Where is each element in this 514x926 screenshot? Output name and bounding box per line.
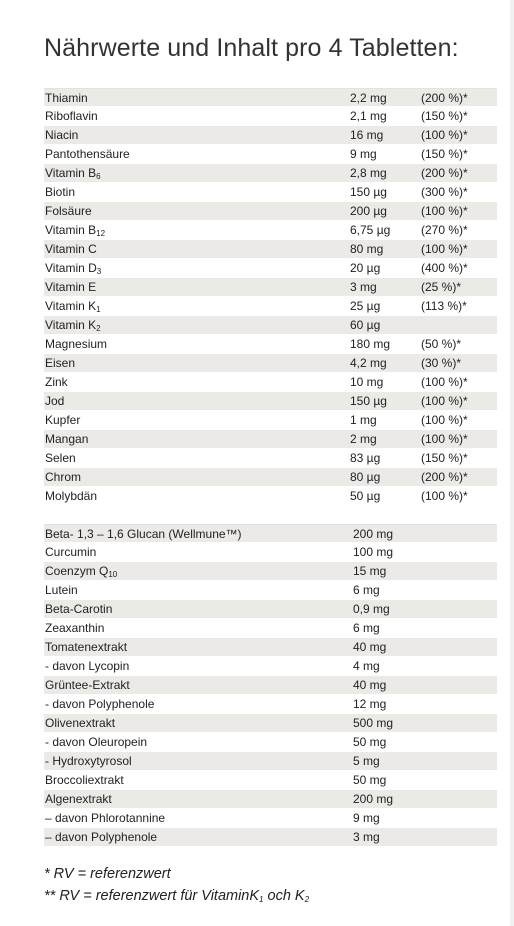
footnote-rv: * RV = referenzwert [44, 866, 171, 882]
nutrient-name-text: Kupfer [45, 413, 81, 427]
vitamins-minerals-table [44, 88, 497, 506]
nutrient-reference-value: (100 %)* [421, 489, 468, 503]
nutrient-subscript: 3 [96, 267, 102, 276]
table-row [44, 676, 497, 695]
nutrient-reference-value: (100 %)* [421, 394, 468, 408]
nutrient-amount: 150 µg [350, 394, 387, 408]
nutrient-amount: 2,8 mg [350, 166, 387, 180]
nutrient-name-text: Lutein [45, 583, 78, 597]
table-row [44, 468, 497, 487]
nutrient-name-text: Tomatenextrakt [45, 640, 128, 654]
nutrient-name [45, 145, 130, 164]
nutrient-reference-value: (25 %)* [421, 280, 462, 294]
nutrient-name-text: Eisen [45, 356, 76, 370]
table-row [44, 752, 497, 771]
nutrient-amount: 9 mg [353, 811, 380, 825]
table-row [44, 240, 497, 259]
table-row [44, 145, 497, 164]
table-row [44, 316, 497, 335]
nutrient-name [45, 278, 96, 297]
nutrient-amount: 150 µg [350, 185, 387, 199]
table-row [44, 828, 497, 847]
nutrient-name-text: - davon Oleuropein [45, 735, 148, 749]
nutrient-name [45, 183, 75, 202]
nutrient-name-text: Vitamin D [45, 261, 97, 275]
nutrient-name [45, 335, 107, 354]
nutrient-reference-value: (100 %)* [421, 242, 468, 256]
nutrient-amount: 2,2 mg [350, 91, 387, 105]
table-row [44, 790, 497, 809]
table-row [44, 638, 497, 657]
nutrient-name-text: Riboflavin [45, 109, 98, 123]
nutrient-name [45, 164, 101, 183]
nutrient-name [45, 600, 112, 619]
table-row [44, 581, 497, 600]
nutrient-amount: 500 mg [353, 716, 394, 730]
nutrient-reference-value: (100 %)* [421, 432, 468, 446]
table-row [44, 164, 497, 183]
nutrient-amount: 40 mg [353, 678, 387, 692]
nutrient-amount: 180 mg [350, 337, 391, 351]
table-row [44, 714, 497, 733]
table-row [44, 202, 497, 221]
nutrient-name-text: Vitamin K [45, 318, 97, 332]
nutrient-name [45, 752, 132, 771]
table-row [44, 449, 497, 468]
nutrient-name [45, 354, 75, 373]
nutrient-amount: 3 mg [353, 830, 380, 844]
nutrient-amount: 2,1 mg [350, 109, 387, 123]
nutrient-amount: 6 mg [353, 621, 380, 635]
nutrient-name-text: Coenzym Q [45, 564, 109, 578]
nutrient-amount: 1 mg [350, 413, 377, 427]
nutrient-amount: 80 mg [350, 242, 384, 256]
nutrient-reference-value: (270 %)* [421, 223, 468, 237]
nutrient-name [45, 790, 112, 809]
nutrient-name-text: Folsäure [45, 204, 92, 218]
page-title: Nährwerte und Inhalt pro 4 Tabletten: [44, 34, 459, 62]
nutrient-name-text: Vitamin C [45, 242, 97, 256]
nutrient-name [45, 259, 101, 278]
nutrient-name-text: Vitamin E [45, 280, 97, 294]
table-row [44, 221, 497, 240]
nutrient-amount: 200 mg [353, 792, 394, 806]
nutrient-name [45, 449, 76, 468]
nutrient-amount: 2 mg [350, 432, 377, 446]
nutrient-name [45, 411, 80, 430]
nutrient-name [45, 714, 115, 733]
nutrient-name-text: Chrom [45, 470, 82, 484]
nutrient-name [45, 487, 97, 506]
nutrient-amount: 83 µg [350, 451, 381, 465]
table-row [44, 733, 497, 752]
footnote-rv-vitamin-k [44, 885, 309, 907]
nutrient-amount: 16 mg [350, 128, 384, 142]
nutrient-reference-value: (200 %)* [421, 91, 468, 105]
nutrient-amount: 20 µg [350, 261, 381, 275]
nutrient-name [45, 695, 154, 714]
nutrient-name [45, 581, 78, 600]
nutrient-name-text: - davon Lycopin [45, 659, 130, 673]
footnote-sub: 2 [304, 895, 310, 904]
nutrient-subscript: 2 [96, 324, 101, 333]
nutrient-name [45, 221, 105, 240]
nutrient-name-text: Thiamin [45, 91, 88, 105]
nutrient-name [45, 126, 78, 145]
nutrient-subscript: 6 [96, 172, 101, 181]
nutrient-name-text: Beta- 1,3 – 1,6 Glucan (Wellmune™) [45, 527, 242, 541]
nutrient-amount: 9 mg [350, 147, 377, 161]
table-row [44, 430, 497, 449]
nutrient-name [45, 373, 68, 392]
nutrient-name [45, 638, 127, 657]
nutrient-name-text: Niacin [45, 128, 79, 142]
nutrient-subscript: 1 [96, 305, 101, 314]
nutrient-amount: 3 mg [350, 280, 377, 294]
nutrient-name [45, 657, 129, 676]
nutrient-amount: 5 mg [353, 754, 380, 768]
table-row [44, 809, 497, 828]
nutrient-name-text: Biotin [45, 185, 76, 199]
nutrient-name-text: Grüntee-Extrakt [45, 678, 130, 692]
nutrient-name-text: – davon Phlorotannine [45, 811, 166, 825]
nutrient-name [45, 297, 101, 316]
nutrient-name-text: Zeaxanthin [45, 621, 105, 635]
table-row [44, 619, 497, 638]
nutrient-name-text: Mangan [45, 432, 89, 446]
nutrient-name-text: - davon Polyphenole [45, 697, 155, 711]
table-row [44, 107, 497, 126]
nutrient-reference-value: (30 %)* [421, 356, 462, 370]
nutrient-name-text: Zink [45, 375, 68, 389]
nutrient-amount: 25 µg [350, 299, 381, 313]
nutrient-name [45, 392, 64, 411]
table-row [44, 88, 497, 107]
nutrient-amount: 12 mg [353, 697, 387, 711]
nutrient-amount: 6,75 µg [350, 223, 391, 237]
nutrient-name-text: Vitamin B [45, 166, 97, 180]
nutrient-amount: 4 mg [353, 659, 380, 673]
nutrient-amount: 50 mg [353, 773, 387, 787]
table-row [44, 354, 497, 373]
nutrient-name-text: Broccoliextrakt [45, 773, 124, 787]
nutrient-name [45, 525, 242, 544]
nutrient-reference-value: (150 %)* [421, 451, 468, 465]
table-row [44, 562, 497, 581]
nutrient-reference-value: (50 %)* [421, 337, 462, 351]
nutrient-amount: 6 mg [353, 583, 380, 597]
nutrient-name [45, 430, 88, 449]
nutrient-amount: 60 µg [350, 318, 381, 332]
nutrient-name [45, 562, 117, 581]
nutrient-name [45, 619, 104, 638]
nutrient-name-text: Vitamin B [45, 223, 97, 237]
nutrient-amount: 10 mg [350, 375, 384, 389]
nutrient-name-text: Magnesium [45, 337, 108, 351]
nutrient-reference-value: (200 %)* [421, 470, 468, 484]
table-row [44, 600, 497, 619]
table-row [44, 373, 497, 392]
nutrient-amount: 0,9 mg [353, 602, 390, 616]
nutrient-name [45, 828, 157, 847]
nutrient-name [45, 676, 130, 695]
page-edge [510, 0, 514, 926]
table-row [44, 695, 497, 714]
other-ingredients-table [44, 524, 497, 847]
table-row [44, 278, 497, 297]
nutrient-name-text: Selen [45, 451, 76, 465]
nutrient-reference-value: (100 %)* [421, 128, 468, 142]
nutrient-reference-value: (400 %)* [421, 261, 468, 275]
nutrient-reference-value: (100 %)* [421, 413, 468, 427]
table-row [44, 259, 497, 278]
nutrient-reference-value: (100 %)* [421, 204, 468, 218]
table-row [44, 524, 497, 543]
nutrient-reference-value: (300 %)* [421, 185, 468, 199]
table-row [44, 335, 497, 354]
footnote-text: och K [263, 888, 305, 904]
nutrient-reference-value: (150 %)* [421, 147, 468, 161]
nutrient-reference-value: (200 %)* [421, 166, 468, 180]
nutrient-amount: 15 mg [353, 564, 387, 578]
nutrient-amount: 4,2 mg [350, 356, 387, 370]
nutrient-amount: 50 mg [353, 735, 387, 749]
table-row [44, 411, 497, 430]
table-row [44, 183, 497, 202]
nutrient-name [45, 240, 97, 259]
nutrient-name [45, 543, 96, 562]
table-row [44, 771, 497, 790]
nutrient-name-text: – davon Polyphenole [45, 830, 158, 844]
nutrient-name-text: Olivenextrakt [45, 716, 116, 730]
nutrient-name-text: Algenextrakt [45, 792, 112, 806]
nutrient-name [45, 468, 81, 487]
nutrient-name-text: Vitamin K [45, 299, 97, 313]
nutrient-name-text: Beta-Carotin [45, 602, 113, 616]
table-row [44, 543, 497, 562]
nutrient-reference-value: (100 %)* [421, 375, 468, 389]
table-row [44, 126, 497, 145]
nutrient-subscript: 10 [108, 570, 118, 579]
nutrient-name [45, 771, 124, 790]
nutrient-subscript: 12 [96, 229, 106, 238]
table-row [44, 487, 497, 506]
nutrient-name-text: Molybdän [45, 489, 98, 503]
nutrient-amount: 100 mg [353, 545, 394, 559]
nutrient-amount: 50 µg [350, 489, 381, 503]
nutrient-amount: 40 mg [353, 640, 387, 654]
nutrient-reference-value: (150 %)* [421, 109, 468, 123]
footnote-text: ** RV = referenzwert für VitaminK [44, 888, 260, 904]
table-row [44, 392, 497, 411]
nutrient-name-text: Pantothensäure [45, 147, 130, 161]
nutrient-reference-value: (113 %)* [421, 299, 467, 313]
nutrient-name-text: Curcumin [45, 545, 97, 559]
nutrient-amount: 200 mg [353, 527, 394, 541]
nutrient-name [45, 809, 165, 828]
nutrient-name-text: - Hydroxytyrosol [45, 754, 132, 768]
nutrient-name [45, 202, 92, 221]
nutrient-name [45, 107, 98, 126]
nutrient-amount: 200 µg [350, 204, 387, 218]
footnotes [44, 863, 309, 907]
table-row [44, 297, 497, 316]
nutrient-name [45, 89, 88, 108]
nutrient-amount: 80 µg [350, 470, 381, 484]
nutrient-name-text: Jod [45, 394, 65, 408]
nutrient-name [45, 733, 147, 752]
footnote-sub: 1 [259, 895, 264, 904]
nutrient-name [45, 316, 101, 335]
table-row [44, 657, 497, 676]
